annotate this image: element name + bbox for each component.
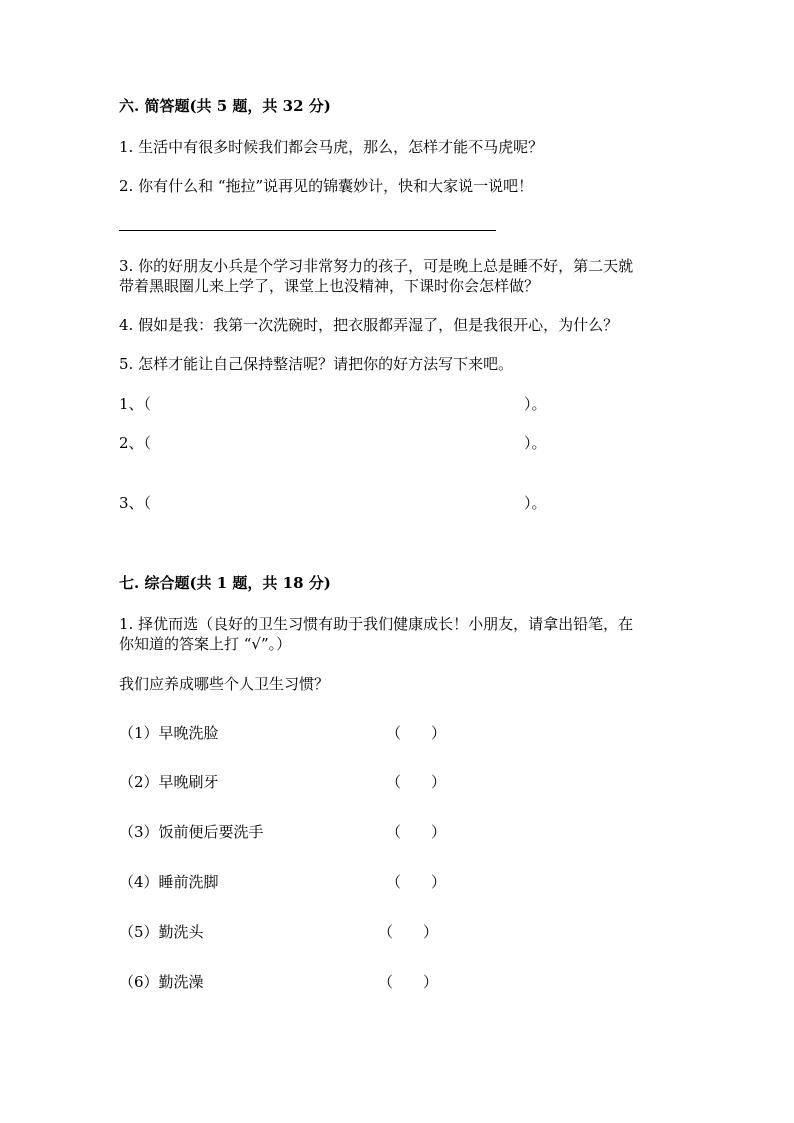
habit-item-4: （4）睡前洗脚 bbox=[119, 873, 219, 891]
habit-item-5-answer[interactable]: （ ） bbox=[378, 923, 439, 941]
habit-item-4-answer[interactable]: （ ） bbox=[386, 873, 447, 891]
section-6-heading: 六. 简答题(共 5 题，共 32 分) bbox=[119, 97, 331, 115]
habit-item-3: （3）饭前便后要洗手 bbox=[119, 823, 264, 841]
blank-3-close: ）。 bbox=[524, 494, 547, 512]
habit-item-6: （6）勤洗澡 bbox=[119, 973, 204, 991]
question-6-1: 1. 生活中有很多时候我们都会马虎，那么，怎样才能不马虎呢？ bbox=[119, 138, 544, 156]
question-6-2: 2. 你有什么和 “拖拉”说再见的锦囊妙计，快和大家说一说吧！ bbox=[119, 177, 534, 195]
question-7-1-line-1: 1. 择优而选（良好的卫生习惯有助于我们健康成长！小朋友，请拿出铅笔，在 bbox=[119, 615, 634, 633]
habit-item-2-answer[interactable]: （ ） bbox=[386, 773, 447, 791]
question-6-5: 5. 怎样才能让自己保持整洁呢？请把你的好方法写下来吧。 bbox=[119, 355, 514, 373]
habit-item-3-answer[interactable]: （ ） bbox=[386, 823, 447, 841]
blank-3-open: 3、（ bbox=[119, 494, 152, 512]
blank-2-open: 2、（ bbox=[119, 434, 152, 452]
habits-prompt: 我们应养成哪些个人卫生习惯？ bbox=[119, 675, 330, 693]
section-7-heading: 七. 综合题(共 1 题，共 18 分) bbox=[119, 574, 331, 592]
habit-item-1: （1）早晚洗脸 bbox=[119, 724, 219, 742]
question-6-3-line-1: 3. 你的好朋友小兵是个学习非常努力的孩子，可是晚上总是睡不好，第二天就 bbox=[119, 257, 634, 275]
habit-item-6-answer[interactable]: （ ） bbox=[378, 973, 439, 991]
question-6-3-line-2: 带着黑眼圈儿来上学了，课堂上也没精神，下课时你会怎样做？ bbox=[119, 277, 540, 295]
habit-item-2: （2）早晚刷牙 bbox=[119, 773, 219, 791]
habit-item-1-answer[interactable]: （ ） bbox=[386, 724, 447, 742]
blank-1-open: 1、（ bbox=[119, 395, 152, 413]
answer-line bbox=[119, 230, 496, 231]
blank-2-close: ）。 bbox=[524, 434, 547, 452]
blank-1-close: ）。 bbox=[524, 395, 547, 413]
question-6-4: 4. 假如是我：我第一次洗碗时，把衣服都弄湿了，但是我很开心，为什么？ bbox=[119, 316, 619, 334]
habit-item-5: （5）勤洗头 bbox=[119, 923, 204, 941]
question-7-1-line-2: 你知道的答案上打 “√”。） bbox=[119, 635, 292, 653]
